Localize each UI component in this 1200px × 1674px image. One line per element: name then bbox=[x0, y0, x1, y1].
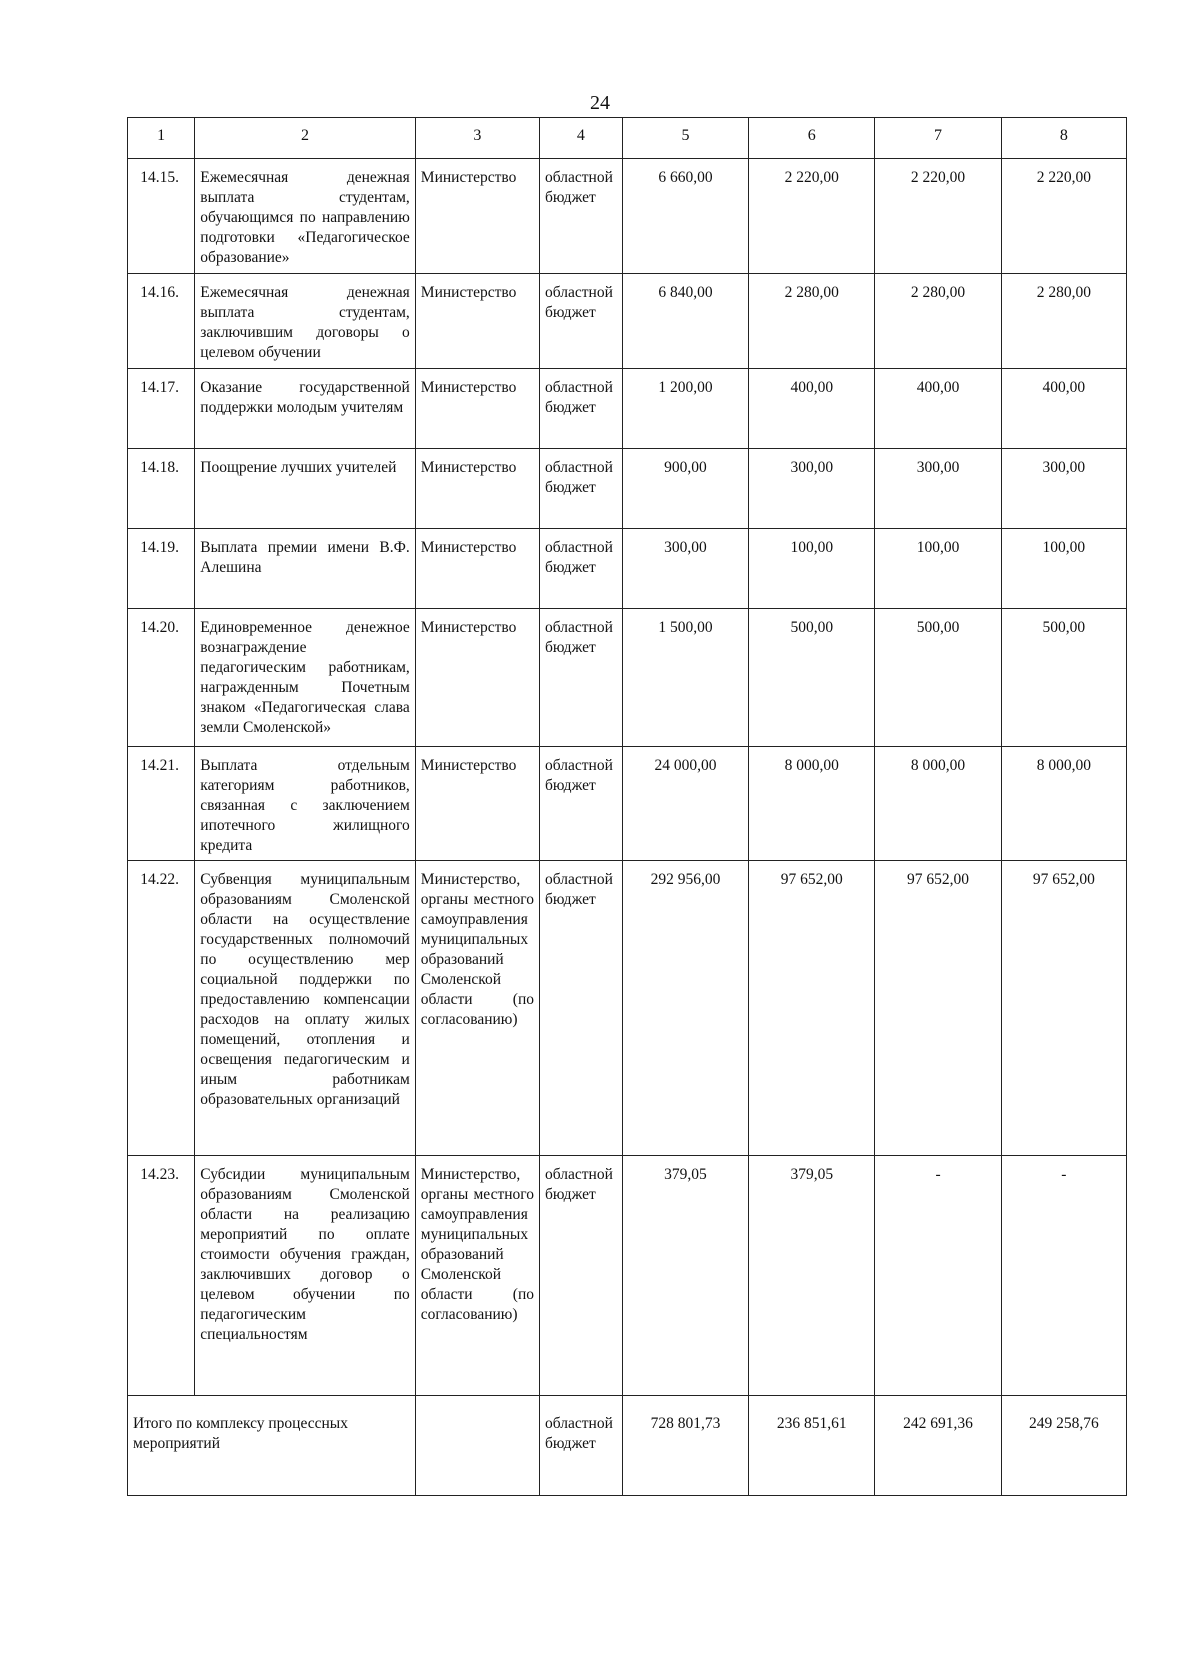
item-year-1: 100,00 bbox=[749, 529, 875, 609]
item-name: Ежемесячная денежная выплата студентам, заключившим договоры о целевом обучении bbox=[195, 274, 416, 369]
item-executor: Министерство, органы местного самоуправления муниципальных образований Смоленской области (по согласованию) bbox=[415, 1156, 539, 1396]
item-year-3: 97 652,00 bbox=[1001, 861, 1126, 1156]
item-year-1: 300,00 bbox=[749, 449, 875, 529]
item-name: Оказание государственной поддержки молодым учителям bbox=[195, 369, 416, 449]
item-number: 14.15. bbox=[128, 159, 195, 274]
item-executor: Министерство bbox=[415, 274, 539, 369]
item-name: Выплата премии имени В.Ф. Алешина bbox=[195, 529, 416, 609]
item-year-3: 2 220,00 bbox=[1001, 159, 1126, 274]
item-year-1: 379,05 bbox=[749, 1156, 875, 1396]
total-sum: 728 801,73 bbox=[622, 1396, 748, 1496]
table-row bbox=[128, 861, 1127, 1156]
table-row bbox=[128, 369, 1127, 449]
item-number: 14.22. bbox=[128, 861, 195, 1156]
item-source: областной бюджет bbox=[540, 861, 623, 1156]
item-source: областной бюджет bbox=[540, 747, 623, 861]
item-total: 300,00 bbox=[622, 529, 748, 609]
total-label: Итого по комплексу процессных мероприятий bbox=[128, 1396, 416, 1496]
item-total: 6 660,00 bbox=[622, 159, 748, 274]
item-executor: Министерство, органы местного самоуправления муниципальных образований Смоленской области (по согласованию) bbox=[415, 861, 539, 1156]
item-number: 14.18. bbox=[128, 449, 195, 529]
item-year-2: 400,00 bbox=[875, 369, 1001, 449]
item-year-2: 8 000,00 bbox=[875, 747, 1001, 861]
item-name: Единовременное денежное вознаграждение педагогическим работникам, награжденным Почетным знаком «Педагогическая слава земли Смоленской» bbox=[195, 609, 416, 747]
item-year-3: - bbox=[1001, 1156, 1126, 1396]
item-number: 14.16. bbox=[128, 274, 195, 369]
col-header-5: 5 bbox=[622, 118, 748, 159]
item-number: 14.20. bbox=[128, 609, 195, 747]
item-year-2: 300,00 bbox=[875, 449, 1001, 529]
item-executor: Министерство bbox=[415, 449, 539, 529]
item-total: 24 000,00 bbox=[622, 747, 748, 861]
item-number: 14.17. bbox=[128, 369, 195, 449]
col-header-6: 6 bbox=[749, 118, 875, 159]
item-year-1: 2 280,00 bbox=[749, 274, 875, 369]
item-total: 900,00 bbox=[622, 449, 748, 529]
item-year-3: 400,00 bbox=[1001, 369, 1126, 449]
item-year-1: 97 652,00 bbox=[749, 861, 875, 1156]
item-name: Поощрение лучших учителей bbox=[195, 449, 416, 529]
item-year-1: 8 000,00 bbox=[749, 747, 875, 861]
table-row bbox=[128, 747, 1127, 861]
item-source: областной бюджет bbox=[540, 369, 623, 449]
col-header-4: 4 bbox=[540, 118, 623, 159]
item-year-2: - bbox=[875, 1156, 1001, 1396]
item-number: 14.23. bbox=[128, 1156, 195, 1396]
item-name: Выплата отдельным категориям работников, связанная с заключением ипотечного жилищного кредита bbox=[195, 747, 416, 861]
item-executor: Министерство bbox=[415, 609, 539, 747]
item-source: областной бюджет bbox=[540, 1156, 623, 1396]
total-executor bbox=[415, 1396, 539, 1496]
total-year-2: 242 691,36 bbox=[875, 1396, 1001, 1496]
item-source: областной бюджет bbox=[540, 274, 623, 369]
item-total: 6 840,00 bbox=[622, 274, 748, 369]
item-name: Субвенция муниципальным образованиям Смоленской области на осуществление государственных полномочий по осуществлению мер социальной поддержки по предоставлению компенсации расходов на оплату жилых помещений, отопления и освещения педагогическим и иным работникам образовательных организаций bbox=[195, 861, 416, 1156]
col-header-1: 1 bbox=[128, 118, 195, 159]
table-row bbox=[128, 449, 1127, 529]
table-row bbox=[128, 159, 1127, 274]
item-executor: Министерство bbox=[415, 747, 539, 861]
header-row bbox=[128, 118, 1127, 159]
page-number: 24 bbox=[590, 92, 610, 114]
col-header-3: 3 bbox=[415, 118, 539, 159]
item-year-2: 500,00 bbox=[875, 609, 1001, 747]
item-source: областной бюджет bbox=[540, 529, 623, 609]
total-year-3: 249 258,76 bbox=[1001, 1396, 1126, 1496]
item-number: 14.21. bbox=[128, 747, 195, 861]
item-number: 14.19. bbox=[128, 529, 195, 609]
item-year-3: 2 280,00 bbox=[1001, 274, 1126, 369]
table-row bbox=[128, 1156, 1127, 1396]
item-year-1: 500,00 bbox=[749, 609, 875, 747]
total-source: областной бюджет bbox=[540, 1396, 623, 1496]
col-header-7: 7 bbox=[875, 118, 1001, 159]
item-year-1: 2 220,00 bbox=[749, 159, 875, 274]
item-year-2: 100,00 bbox=[875, 529, 1001, 609]
item-total: 379,05 bbox=[622, 1156, 748, 1396]
item-source: областной бюджет bbox=[540, 609, 623, 747]
item-source: областной бюджет bbox=[540, 449, 623, 529]
item-year-3: 100,00 bbox=[1001, 529, 1126, 609]
item-executor: Министерство bbox=[415, 529, 539, 609]
item-total: 1 200,00 bbox=[622, 369, 748, 449]
table-row bbox=[128, 529, 1127, 609]
item-year-3: 300,00 bbox=[1001, 449, 1126, 529]
item-executor: Министерство bbox=[415, 369, 539, 449]
table-row bbox=[128, 274, 1127, 369]
item-source: областной бюджет bbox=[540, 159, 623, 274]
item-total: 1 500,00 bbox=[622, 609, 748, 747]
col-header-2: 2 bbox=[195, 118, 416, 159]
item-total: 292 956,00 bbox=[622, 861, 748, 1156]
item-year-3: 500,00 bbox=[1001, 609, 1126, 747]
item-year-1: 400,00 bbox=[749, 369, 875, 449]
total-year-1: 236 851,61 bbox=[749, 1396, 875, 1496]
item-name: Субсидии муниципальным образованиям Смоленской области на реализацию мероприятий по оплате стоимости обучения граждан, заключивших договор о целевом обучении по педагогическим специальностям bbox=[195, 1156, 416, 1396]
item-year-2: 2 280,00 bbox=[875, 274, 1001, 369]
item-executor: Министерство bbox=[415, 159, 539, 274]
budget-table bbox=[127, 117, 1127, 1496]
item-year-3: 8 000,00 bbox=[1001, 747, 1126, 861]
col-header-8: 8 bbox=[1001, 118, 1126, 159]
item-year-2: 97 652,00 bbox=[875, 861, 1001, 1156]
table-row bbox=[128, 609, 1127, 747]
item-year-2: 2 220,00 bbox=[875, 159, 1001, 274]
item-name: Ежемесячная денежная выплата студентам, обучающимся по направлению подготовки «Педагогическое образование» bbox=[195, 159, 416, 274]
total-row bbox=[128, 1396, 1127, 1496]
